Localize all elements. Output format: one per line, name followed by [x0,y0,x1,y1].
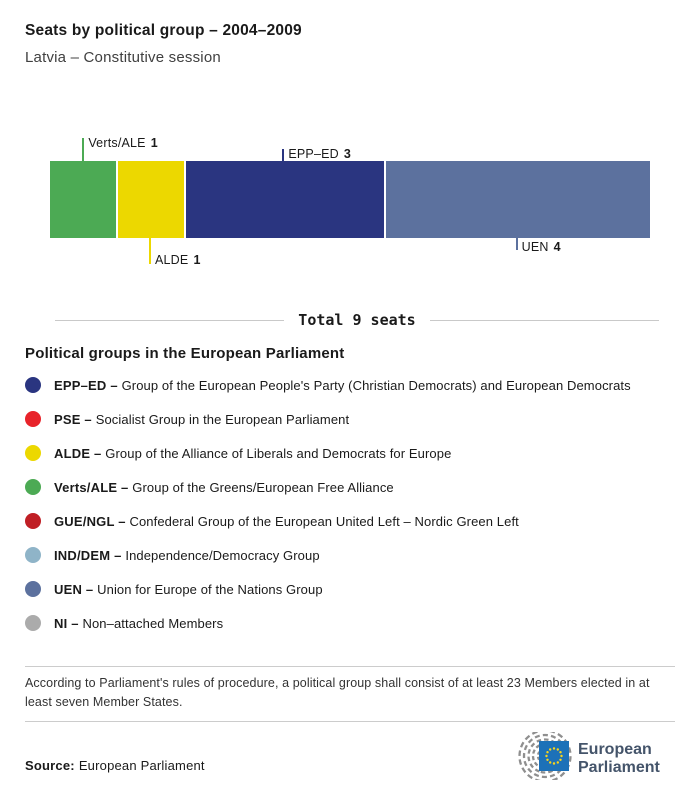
legend-dot [25,445,41,461]
legend-label: Verts/ALE – Group of the Greens/European Free Alliance [54,479,394,495]
bar-label-Verts/ALE: Verts/ALE 1 [88,136,158,150]
bar-segment-EPP–ED [184,161,384,238]
legend-dot [25,547,41,563]
legend-dot [25,411,41,427]
legend-label: NI – Non–attached Members [54,615,224,631]
source-line [25,758,205,785]
legend-row-uen [25,572,675,606]
legend-label: UEN – Union for Europe of the Nations Group [54,581,323,597]
legend-dot [25,615,41,631]
legend-row-epp-ed [25,368,675,402]
legend-row-gue-ngl [25,504,675,538]
legend-label: GUE/NGL – Confederal Group of the European United Left – Nordic Green Left [54,513,519,529]
label-tick-UEN [516,238,518,250]
total-rule-left [55,320,284,321]
legend-dot [25,377,41,393]
logo-text-line1: European [578,741,652,758]
legend-label: EPP–ED – Group of the European People's Party (Christian Democrats) and European Democrats [54,377,631,393]
source-value: European Parliament [78,758,205,773]
legend-row-ni [25,606,675,640]
european-parliament-logo-icon [507,732,675,780]
total-seats-row [25,311,675,329]
bar-segment-UEN [384,161,650,238]
bar-segment-Verts/ALE [50,161,116,238]
stacked-bar [50,161,650,238]
total-seats-label: Total 9 seats [298,311,416,329]
legend-label: ALDE – Group of the Alliance of Liberals and Democrats for Europe [54,445,452,461]
bar-label-ALDE: ALDE 1 [154,253,201,267]
legend-row-ind-dem [25,538,675,572]
legend-label: PSE – Socialist Group in the European Parliament [54,411,350,427]
bar-chart [50,133,650,275]
divider-top [25,666,675,667]
footer [25,732,675,785]
legend-label: IND/DEM – Independence/Democracy Group [54,547,320,563]
logo-text-line2: Parliament [578,759,660,776]
legend [25,368,675,640]
label-tick-ALDE [149,238,151,264]
label-tick-Verts/ALE [82,138,84,161]
label-tick-EPP–ED [282,149,284,161]
bar-label-UEN: UEN 4 [521,240,561,254]
source-label: Source: [25,758,75,773]
bar-segment-ALDE [116,161,184,238]
legend-heading: Political groups in the European Parliament [25,345,345,362]
legend-dot [25,479,41,495]
divider-bottom [25,721,675,722]
legend-row-alde [25,436,675,470]
bar-label-EPP–ED: EPP–ED 3 [288,147,352,161]
footnote: According to Parliament's rules of procedure, a political group shall consist of at least 23 Members elected in at least seven Member States. [25,676,650,709]
page-subtitle: Latvia – Constitutive session [25,49,221,66]
page-title: Seats by political group – 2004–2009 [25,22,302,39]
ep-logo [507,732,675,785]
total-rule-right [430,320,659,321]
legend-row-pse [25,402,675,436]
legend-dot [25,513,41,529]
legend-row-verts-ale [25,470,675,504]
legend-dot [25,581,41,597]
